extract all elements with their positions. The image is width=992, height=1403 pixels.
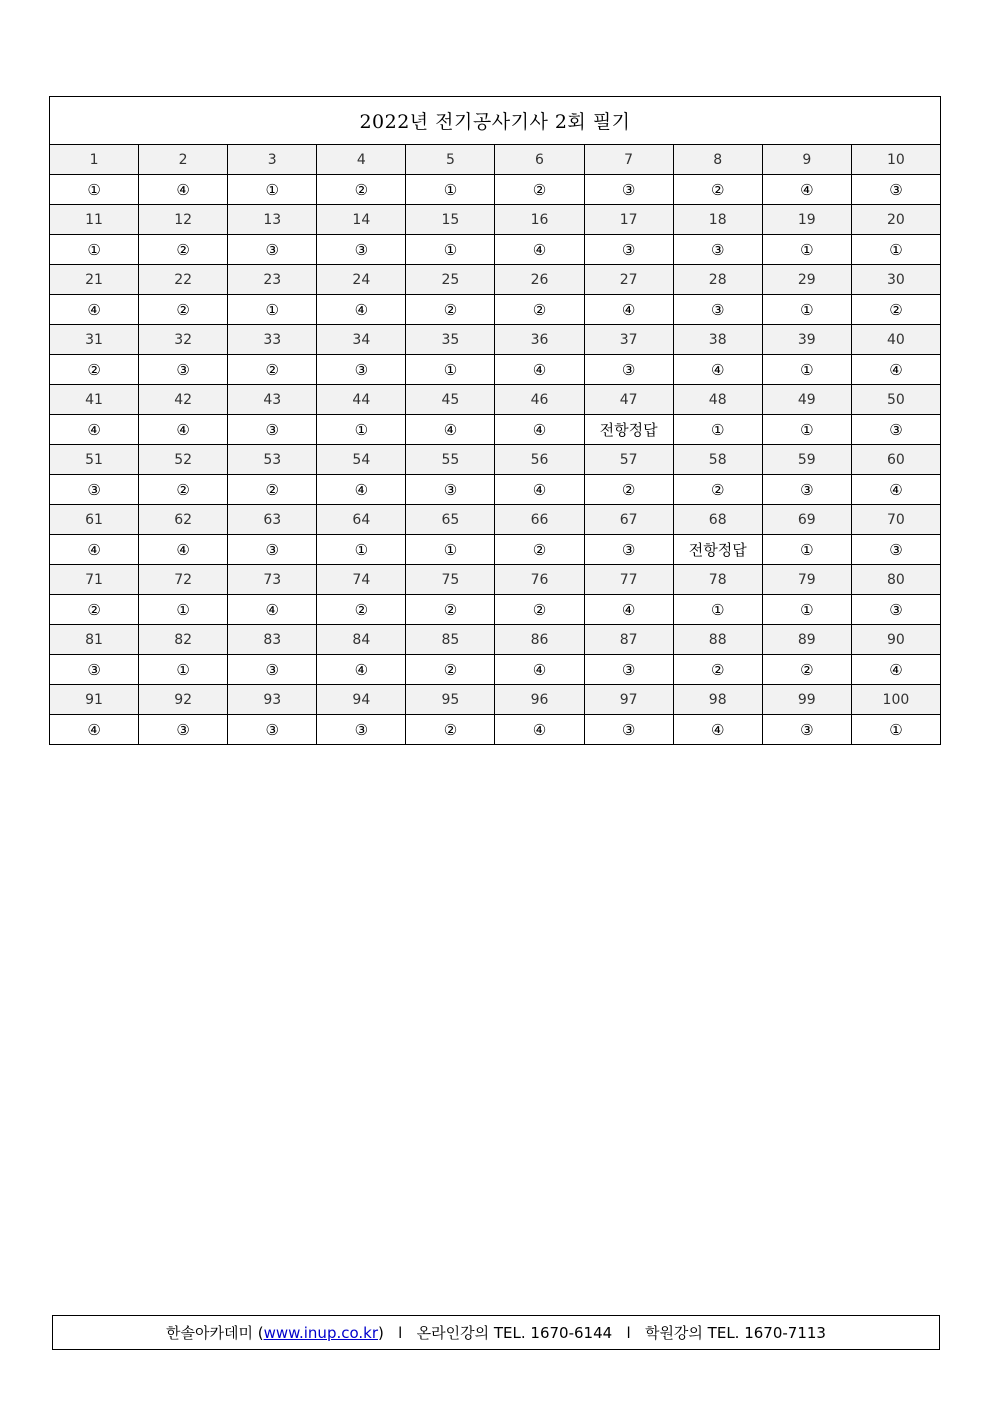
answer-cell: ④ <box>406 415 495 445</box>
answer-cell: ③ <box>317 355 406 385</box>
answer-cell: ① <box>762 415 851 445</box>
question-number-cell: 44 <box>317 385 406 415</box>
question-number-row <box>50 325 941 355</box>
footer-close-paren: ) <box>378 1323 384 1342</box>
question-number-cell: 28 <box>673 265 762 295</box>
question-number-cell: 72 <box>139 565 228 595</box>
answer-cell: ③ <box>228 235 317 265</box>
question-number-cell: 19 <box>762 205 851 235</box>
answer-cell: ④ <box>228 595 317 625</box>
answer-cell: ④ <box>851 475 940 505</box>
question-number-cell: 88 <box>673 625 762 655</box>
answer-cell: ② <box>584 475 673 505</box>
answer-cell: ③ <box>406 475 495 505</box>
answer-cell: ② <box>673 475 762 505</box>
question-number-cell: 29 <box>762 265 851 295</box>
answer-row <box>50 235 941 265</box>
answer-cell: ③ <box>673 235 762 265</box>
question-number-cell: 23 <box>228 265 317 295</box>
answer-cell: ② <box>228 475 317 505</box>
question-number-cell: 9 <box>762 145 851 175</box>
answer-cell: ③ <box>851 535 940 565</box>
question-number-cell: 53 <box>228 445 317 475</box>
answer-cell: ④ <box>673 715 762 745</box>
answer-cell: ④ <box>50 295 139 325</box>
answer-cell: ③ <box>584 175 673 205</box>
question-number-cell: 25 <box>406 265 495 295</box>
footer-website-link[interactable]: www.inup.co.kr <box>263 1323 379 1342</box>
answer-cell: ④ <box>317 295 406 325</box>
answer-cell: ① <box>139 595 228 625</box>
question-number-cell: 54 <box>317 445 406 475</box>
question-number-cell: 82 <box>139 625 228 655</box>
answer-cell: ① <box>228 175 317 205</box>
question-number-cell: 99 <box>762 685 851 715</box>
question-number-cell: 37 <box>584 325 673 355</box>
answer-cell: ① <box>851 715 940 745</box>
question-number-cell: 49 <box>762 385 851 415</box>
question-number-cell: 8 <box>673 145 762 175</box>
question-number-cell: 52 <box>139 445 228 475</box>
question-number-cell: 86 <box>495 625 584 655</box>
answer-cell: ④ <box>495 475 584 505</box>
answer-cell: ③ <box>317 715 406 745</box>
question-number-row <box>50 145 941 175</box>
answer-cell: ④ <box>495 655 584 685</box>
question-number-cell: 87 <box>584 625 673 655</box>
question-number-row <box>50 265 941 295</box>
question-number-cell: 90 <box>851 625 940 655</box>
question-number-cell: 75 <box>406 565 495 595</box>
question-number-cell: 89 <box>762 625 851 655</box>
answer-cell: ④ <box>495 235 584 265</box>
question-number-cell: 34 <box>317 325 406 355</box>
question-number-cell: 78 <box>673 565 762 595</box>
question-number-cell: 76 <box>495 565 584 595</box>
answer-cell: ② <box>406 655 495 685</box>
footer-academy: 한솔아카데미 ( <box>166 1324 264 1342</box>
question-number-row <box>50 625 941 655</box>
answer-cell: ③ <box>584 235 673 265</box>
answer-cell: ④ <box>50 715 139 745</box>
answer-cell: ② <box>762 655 851 685</box>
answer-cell: ② <box>673 175 762 205</box>
question-number-cell: 60 <box>851 445 940 475</box>
question-number-cell: 92 <box>139 685 228 715</box>
answer-cell: ③ <box>228 655 317 685</box>
answer-row <box>50 595 941 625</box>
question-number-row <box>50 505 941 535</box>
question-number-cell: 73 <box>228 565 317 595</box>
question-number-cell: 40 <box>851 325 940 355</box>
question-number-cell: 7 <box>584 145 673 175</box>
answer-cell: ③ <box>584 655 673 685</box>
answer-cell: ③ <box>851 415 940 445</box>
answer-row <box>50 415 941 445</box>
answer-cell: ② <box>406 715 495 745</box>
question-number-cell: 50 <box>851 385 940 415</box>
question-number-cell: 35 <box>406 325 495 355</box>
question-number-cell: 39 <box>762 325 851 355</box>
question-number-cell: 11 <box>50 205 139 235</box>
question-number-cell: 21 <box>50 265 139 295</box>
answer-row <box>50 475 941 505</box>
question-number-cell: 55 <box>406 445 495 475</box>
question-number-cell: 98 <box>673 685 762 715</box>
question-number-cell: 6 <box>495 145 584 175</box>
answer-cell: ② <box>50 355 139 385</box>
answer-cell: ④ <box>317 655 406 685</box>
answer-cell: ③ <box>584 535 673 565</box>
answer-cell: ③ <box>762 475 851 505</box>
answer-cell: ③ <box>851 595 940 625</box>
answer-cell: ④ <box>584 295 673 325</box>
answer-cell: ④ <box>139 415 228 445</box>
answer-row <box>50 355 941 385</box>
question-number-cell: 97 <box>584 685 673 715</box>
answer-cell: ② <box>673 655 762 685</box>
answer-cell: ④ <box>851 655 940 685</box>
question-number-cell: 22 <box>139 265 228 295</box>
answer-row <box>50 655 941 685</box>
answer-cell: ① <box>762 295 851 325</box>
answer-cell: ② <box>495 535 584 565</box>
question-number-cell: 10 <box>851 145 940 175</box>
question-number-cell: 18 <box>673 205 762 235</box>
question-number-cell: 58 <box>673 445 762 475</box>
question-number-cell: 62 <box>139 505 228 535</box>
question-number-cell: 43 <box>228 385 317 415</box>
answer-cell: ① <box>673 595 762 625</box>
answer-cell: ② <box>495 295 584 325</box>
footer-separator: l <box>383 1323 417 1342</box>
answer-cell: ① <box>139 655 228 685</box>
question-number-cell: 3 <box>228 145 317 175</box>
answer-cell: ② <box>139 295 228 325</box>
footer-bar <box>52 1315 940 1350</box>
answer-cell: ② <box>406 295 495 325</box>
answer-cell: ④ <box>495 355 584 385</box>
title-row <box>50 97 941 145</box>
question-number-cell: 46 <box>495 385 584 415</box>
question-number-cell: 94 <box>317 685 406 715</box>
answer-cell: ① <box>406 355 495 385</box>
answer-cell: ① <box>317 535 406 565</box>
answer-cell: ③ <box>851 175 940 205</box>
answer-cell: ② <box>317 175 406 205</box>
question-number-cell: 93 <box>228 685 317 715</box>
answer-cell: ② <box>139 235 228 265</box>
answer-row <box>50 715 941 745</box>
answer-cell: ② <box>495 595 584 625</box>
answer-table-body <box>50 97 941 745</box>
answer-cell: ③ <box>762 715 851 745</box>
question-number-row <box>50 205 941 235</box>
answer-cell: ① <box>50 235 139 265</box>
answer-cell: ④ <box>762 175 851 205</box>
question-number-cell: 69 <box>762 505 851 535</box>
answer-cell: ④ <box>584 595 673 625</box>
answer-cell: ① <box>406 235 495 265</box>
answer-cell: ③ <box>317 235 406 265</box>
question-number-cell: 56 <box>495 445 584 475</box>
question-number-row <box>50 445 941 475</box>
answer-cell: ③ <box>228 415 317 445</box>
answer-cell: ③ <box>139 715 228 745</box>
answer-cell: ② <box>139 475 228 505</box>
answer-cell: ① <box>762 535 851 565</box>
question-number-cell: 4 <box>317 145 406 175</box>
answer-row <box>50 175 941 205</box>
answer-cell: ④ <box>139 175 228 205</box>
footer-separator: l <box>612 1323 645 1342</box>
question-number-cell: 95 <box>406 685 495 715</box>
question-number-cell: 81 <box>50 625 139 655</box>
question-number-cell: 100 <box>851 685 940 715</box>
question-number-cell: 13 <box>228 205 317 235</box>
question-number-cell: 16 <box>495 205 584 235</box>
answer-row <box>50 535 941 565</box>
question-number-cell: 38 <box>673 325 762 355</box>
answer-cell: ③ <box>228 715 317 745</box>
answer-cell: 전항정답 <box>584 415 673 445</box>
question-number-cell: 1 <box>50 145 139 175</box>
answer-cell: ② <box>495 175 584 205</box>
question-number-cell: 59 <box>762 445 851 475</box>
question-number-cell: 26 <box>495 265 584 295</box>
answer-cell: ② <box>317 595 406 625</box>
question-number-cell: 77 <box>584 565 673 595</box>
question-number-cell: 17 <box>584 205 673 235</box>
answer-cell: ④ <box>50 415 139 445</box>
answer-cell: ② <box>406 595 495 625</box>
question-number-cell: 64 <box>317 505 406 535</box>
answer-cell: ③ <box>584 715 673 745</box>
question-number-cell: 65 <box>406 505 495 535</box>
answer-cell: ③ <box>50 655 139 685</box>
page-title: 2022년 전기공사기사 2회 필기 <box>50 97 941 145</box>
question-number-cell: 41 <box>50 385 139 415</box>
question-number-cell: 61 <box>50 505 139 535</box>
question-number-cell: 32 <box>139 325 228 355</box>
answer-cell: ④ <box>851 355 940 385</box>
question-number-cell: 20 <box>851 205 940 235</box>
answer-table <box>49 96 941 745</box>
answer-cell: ③ <box>673 295 762 325</box>
answer-cell: ③ <box>228 535 317 565</box>
question-number-cell: 42 <box>139 385 228 415</box>
question-number-cell: 24 <box>317 265 406 295</box>
question-number-cell: 45 <box>406 385 495 415</box>
answer-cell: ② <box>228 355 317 385</box>
answer-cell: ③ <box>139 355 228 385</box>
question-number-cell: 91 <box>50 685 139 715</box>
question-number-cell: 68 <box>673 505 762 535</box>
answer-cell: ① <box>406 175 495 205</box>
question-number-cell: 83 <box>228 625 317 655</box>
answer-cell: ① <box>673 415 762 445</box>
question-number-cell: 33 <box>228 325 317 355</box>
question-number-cell: 57 <box>584 445 673 475</box>
question-number-cell: 14 <box>317 205 406 235</box>
question-number-cell: 12 <box>139 205 228 235</box>
question-number-cell: 27 <box>584 265 673 295</box>
question-number-row <box>50 565 941 595</box>
question-number-cell: 85 <box>406 625 495 655</box>
answer-row <box>50 295 941 325</box>
answer-cell: ④ <box>495 415 584 445</box>
answer-cell: ① <box>851 235 940 265</box>
question-number-cell: 79 <box>762 565 851 595</box>
answer-cell: ④ <box>139 535 228 565</box>
question-number-cell: 5 <box>406 145 495 175</box>
footer-offline-phone: 학원강의 TEL. 1670-7113 <box>644 1324 826 1342</box>
answer-cell: ① <box>762 595 851 625</box>
answer-cell: ① <box>406 535 495 565</box>
question-number-cell: 96 <box>495 685 584 715</box>
answer-cell: ② <box>851 295 940 325</box>
question-number-cell: 36 <box>495 325 584 355</box>
question-number-cell: 80 <box>851 565 940 595</box>
answer-cell: ③ <box>50 475 139 505</box>
question-number-cell: 48 <box>673 385 762 415</box>
question-number-cell: 31 <box>50 325 139 355</box>
answer-cell: ④ <box>495 715 584 745</box>
answer-cell: ④ <box>317 475 406 505</box>
answer-cell: ① <box>762 235 851 265</box>
question-number-cell: 51 <box>50 445 139 475</box>
question-number-row <box>50 385 941 415</box>
answer-cell: ③ <box>584 355 673 385</box>
question-number-cell: 66 <box>495 505 584 535</box>
question-number-cell: 2 <box>139 145 228 175</box>
answer-cell: ④ <box>673 355 762 385</box>
answer-cell: ① <box>317 415 406 445</box>
footer-online-phone: 온라인강의 TEL. 1670-6144 <box>416 1324 613 1342</box>
question-number-cell: 70 <box>851 505 940 535</box>
question-number-cell: 30 <box>851 265 940 295</box>
question-number-cell: 47 <box>584 385 673 415</box>
answer-cell: ④ <box>50 535 139 565</box>
question-number-cell: 71 <box>50 565 139 595</box>
question-number-cell: 84 <box>317 625 406 655</box>
question-number-cell: 15 <box>406 205 495 235</box>
answer-cell: ① <box>50 175 139 205</box>
question-number-cell: 63 <box>228 505 317 535</box>
question-number-row <box>50 685 941 715</box>
answer-cell: 전항정답 <box>673 535 762 565</box>
question-number-cell: 74 <box>317 565 406 595</box>
answer-cell: ① <box>762 355 851 385</box>
question-number-cell: 67 <box>584 505 673 535</box>
answer-cell: ② <box>50 595 139 625</box>
answer-cell: ① <box>228 295 317 325</box>
